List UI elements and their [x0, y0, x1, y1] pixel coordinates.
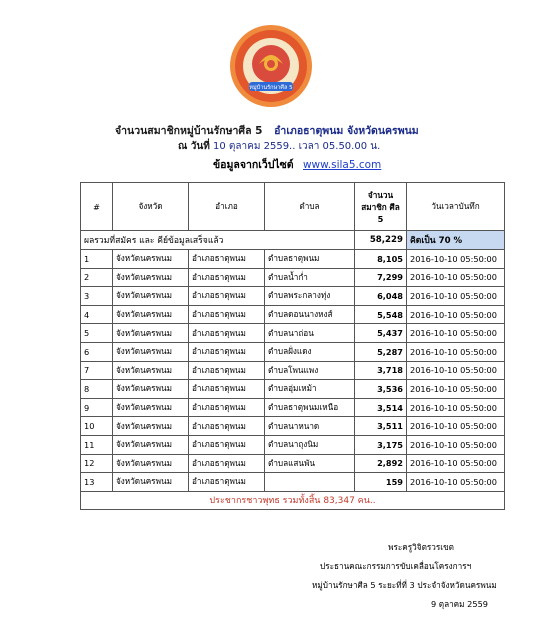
row-province: จังหวัดนครพนม [113, 361, 189, 380]
row-district: อำเภอธาตุพนม [189, 361, 265, 380]
table-row [81, 342, 505, 361]
document-date-line [178, 139, 380, 154]
row-province: จังหวัดนครพนม [113, 305, 189, 324]
row-province: จังหวัดนครพนม [113, 473, 189, 492]
source-label: ข้อมูลจากเว็ปไซต์ [213, 159, 294, 171]
row-subdistrict [265, 473, 355, 492]
row-member-count: 3,175 [355, 435, 407, 454]
row-timestamp: 2016-10-10 05:50:00 [407, 305, 505, 324]
date-label: ณ วันที่ [178, 141, 210, 152]
row-subdistrict: ตำบลแสนพัน [265, 454, 355, 473]
row-member-count: 3,536 [355, 380, 407, 399]
row-index: 9 [81, 398, 113, 417]
row-member-count: 5,287 [355, 342, 407, 361]
row-subdistrict: ตำบลธาตุพนม [265, 250, 355, 269]
row-province: จังหวัดนครพนม [113, 324, 189, 343]
row-index: 2 [81, 268, 113, 287]
row-index: 11 [81, 435, 113, 454]
source-link[interactable]: www.sila5.com [302, 159, 382, 171]
table-row [81, 305, 505, 324]
table-row [81, 417, 505, 436]
table-row [81, 287, 505, 306]
row-member-count: 3,511 [355, 417, 407, 436]
row-district: อำเภอธาตุพนม [189, 305, 265, 324]
row-member-count: 159 [355, 473, 407, 492]
row-member-count: 6,048 [355, 287, 407, 306]
table-row [81, 250, 505, 269]
members-table [80, 182, 505, 510]
col-header-district: อำเภอ [189, 183, 265, 231]
row-timestamp: 2016-10-10 05:50:00 [407, 287, 505, 306]
logo-caption: หมู่บ้านรักษาศีล 5 [249, 85, 293, 91]
document-source-line [213, 156, 381, 173]
row-index: 8 [81, 380, 113, 399]
row-member-count: 5,548 [355, 305, 407, 324]
row-province: จังหวัดนครพนม [113, 435, 189, 454]
row-district: อำเภอธาตุพนม [189, 473, 265, 492]
row-timestamp: 2016-10-10 05:50:00 [407, 268, 505, 287]
row-timestamp: 2016-10-10 05:50:00 [407, 380, 505, 399]
row-province: จังหวัดนครพนม [113, 268, 189, 287]
col-header-province: จังหวัด [113, 183, 189, 231]
title-district: อำเภอธาตุพนม จังหวัดนครพนม [274, 125, 419, 137]
row-province: จังหวัดนครพนม [113, 454, 189, 473]
row-province: จังหวัดนครพนม [113, 250, 189, 269]
col-header-index: # [81, 183, 113, 231]
row-district: อำเภอธาตุพนม [189, 324, 265, 343]
row-timestamp: 2016-10-10 05:50:00 [407, 361, 505, 380]
row-subdistrict: ตำบลพระกลางทุ่ง [265, 287, 355, 306]
row-timestamp: 2016-10-10 05:50:00 [407, 324, 505, 343]
summary-percent: คิดเป็น 70 % [407, 231, 505, 250]
table-row [81, 435, 505, 454]
table-row [81, 268, 505, 287]
row-subdistrict: ตำบลนาถ่อน [265, 324, 355, 343]
row-timestamp: 2016-10-10 05:50:00 [407, 417, 505, 436]
row-district: อำเภอธาตุพนม [189, 287, 265, 306]
row-district: อำเภอธาตุพนม [189, 380, 265, 399]
table-row [81, 324, 505, 343]
row-timestamp: 2016-10-10 05:50:00 [407, 454, 505, 473]
row-index: 12 [81, 454, 113, 473]
row-member-count: 7,299 [355, 268, 407, 287]
row-province: จังหวัดนครพนม [113, 380, 189, 399]
row-timestamp: 2016-10-10 05:50:00 [407, 398, 505, 417]
row-index: 1 [81, 250, 113, 269]
col-header-timestamp: วันเวลาบันทึก [407, 183, 505, 231]
row-member-count: 2,892 [355, 454, 407, 473]
summary-total: 58,229 [355, 231, 407, 250]
row-province: จังหวัดนครพนม [113, 287, 189, 306]
row-subdistrict: ตำบลอุ่มเหม้า [265, 380, 355, 399]
row-timestamp: 2016-10-10 05:50:00 [407, 435, 505, 454]
signer-name: พระครูวิจิตรวรเขต [388, 542, 454, 552]
row-subdistrict: ตำบลโพนแพง [265, 361, 355, 380]
col-header-subdistrict: ตำบล [265, 183, 355, 231]
total-population-row [81, 491, 505, 509]
row-district: อำเภอธาตุพนม [189, 417, 265, 436]
sila5-logo [229, 24, 313, 108]
table-row [81, 380, 505, 399]
row-index: 6 [81, 342, 113, 361]
row-timestamp: 2016-10-10 05:50:00 [407, 250, 505, 269]
title-members-count: จำนวนสมาชิกหมู่บ้านรักษาศีล 5 [115, 125, 263, 137]
row-district: อำเภอธาตุพนม [189, 342, 265, 361]
row-province: จังหวัดนครพนม [113, 398, 189, 417]
signer-title: ประธานคณะกรรมการขับเคลื่อนโครงการฯ [320, 561, 472, 571]
row-subdistrict: ตำบลนาถุงนิม [265, 435, 355, 454]
table-header-row [81, 183, 505, 231]
document-title [115, 122, 419, 139]
row-district: อำเภอธาตุพนม [189, 398, 265, 417]
row-district: อำเภอธาตุพนม [189, 435, 265, 454]
row-index: 3 [81, 287, 113, 306]
row-subdistrict: ตำบลธาตุพนมเหนือ [265, 398, 355, 417]
row-district: อำเภอธาตุพนม [189, 268, 265, 287]
date-value: 10 ตุลาคม 2559.. เวลา 05.50.00 น. [213, 141, 381, 152]
row-district: อำเภอธาตุพนม [189, 250, 265, 269]
row-timestamp: 2016-10-10 05:50:00 [407, 473, 505, 492]
row-index: 4 [81, 305, 113, 324]
row-subdistrict: ตำบลฝั่งแดง [265, 342, 355, 361]
summary-label: ผลรวมที่สมัคร และ คีย์ข้อมูลเสร็จแล้ว [81, 231, 355, 250]
table-row [81, 473, 505, 492]
table-row [81, 398, 505, 417]
row-subdistrict: ตำบลนาหนาด [265, 417, 355, 436]
signer-project: หมู่บ้านรักษาศีล 5 ระยะที่ที่ 3 ประจำจังหวัดนครพนม [312, 580, 497, 590]
row-province: จังหวัดนครพนม [113, 342, 189, 361]
signature-date: 9 ตุลาคม 2559 [430, 599, 488, 609]
row-member-count: 5,437 [355, 324, 407, 343]
row-district: อำเภอธาตุพนม [189, 454, 265, 473]
row-index: 7 [81, 361, 113, 380]
row-index: 5 [81, 324, 113, 343]
row-member-count: 8,105 [355, 250, 407, 269]
total-population-text: ประชากรชาวพุทธ รวมทั้งสิ้น 83,347 คน.. [81, 491, 505, 509]
table-row [81, 454, 505, 473]
row-timestamp: 2016-10-10 05:50:00 [407, 342, 505, 361]
row-subdistrict: ตำบลน้ำก่ำ [265, 268, 355, 287]
table-row [81, 361, 505, 380]
row-member-count: 3,718 [355, 361, 407, 380]
row-index: 10 [81, 417, 113, 436]
row-subdistrict: ตำบลดอนนางหงส์ [265, 305, 355, 324]
row-member-count: 3,514 [355, 398, 407, 417]
row-province: จังหวัดนครพนม [113, 417, 189, 436]
col-header-members: จำนวน สมาชิก ศีล 5 [355, 183, 407, 231]
row-index: 13 [81, 473, 113, 492]
summary-row [81, 231, 505, 250]
